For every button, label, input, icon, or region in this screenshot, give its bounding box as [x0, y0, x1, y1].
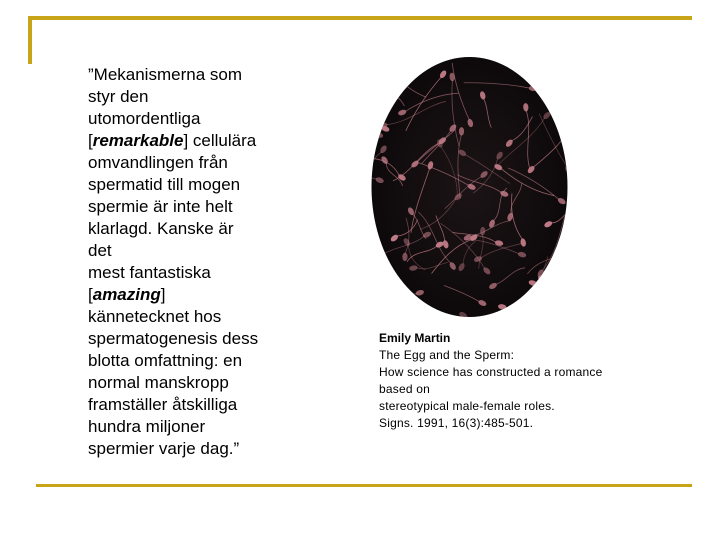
sperm-tail: [523, 294, 551, 318]
quote-line: mest fantastiska: [88, 263, 211, 282]
quote-line: normal manskropp: [88, 373, 229, 392]
left-rule: [28, 16, 32, 64]
quote-text: [88, 64, 288, 460]
quote-line: ”Mekanismerna som: [88, 65, 242, 84]
citation: [379, 330, 679, 432]
sperm-tail: [557, 106, 568, 131]
citation-line: based on: [379, 382, 430, 396]
quote-line: spermatid till mogen: [88, 175, 241, 194]
term-amazing: amazing: [92, 285, 161, 304]
quote-line: spermie är inte helt: [88, 197, 233, 216]
quote-line: [amazing]: [88, 285, 166, 304]
sperm-head: [548, 287, 558, 297]
quote-line: styr den: [88, 87, 149, 106]
quote-line: spermatogenesis dess: [88, 329, 259, 348]
citation-line: The Egg and the Sperm:: [379, 348, 515, 362]
quote-line: spermier varje dag.”: [88, 439, 240, 458]
quote-line: utomordentliga: [88, 109, 201, 128]
sperm-head: [371, 86, 381, 95]
sperm-head: [372, 266, 382, 275]
citation-line: How science has constructed a romance: [379, 365, 603, 379]
top-rule: [28, 16, 692, 20]
sperm-head: [535, 306, 543, 316]
sperm-tail: [552, 56, 568, 88]
quote-line: det: [88, 241, 112, 260]
sperm-head: [371, 290, 375, 299]
sperm-tail: [371, 110, 383, 128]
sperm-tail: [371, 294, 417, 311]
quote-line: kännetecknet hos: [88, 307, 222, 326]
sperm-tail: [536, 284, 568, 300]
sperm-tail: [528, 58, 562, 60]
sperm-tail: [505, 307, 564, 316]
term-remarkable: remarkable: [92, 131, 184, 150]
quote-line: hundra miljoner: [88, 417, 206, 436]
sperm-head: [521, 56, 530, 62]
sperm-head: [546, 56, 556, 59]
quote-line: klarlagd. Kanske är: [88, 219, 234, 238]
sperm-tail: [371, 237, 374, 269]
quote-line: framställer åtskilliga: [88, 395, 238, 414]
sperm-cells-photo: [371, 56, 568, 318]
citation-author: Emily Martin: [379, 331, 451, 345]
citation-line: stereotypical male-female roles.: [379, 399, 555, 413]
citation-line: Signs. 1991, 16(3):485-501.: [379, 416, 534, 430]
sperm-head: [557, 251, 567, 260]
quote-line: blotta omfattning: en: [88, 351, 243, 370]
sperm-tail: [371, 125, 376, 134]
quote-line: omvandlingen från: [88, 153, 228, 172]
sperm-tail: [545, 274, 568, 278]
sperm-head: [551, 99, 560, 109]
quote-line: [remarkable] cellulära: [88, 131, 257, 150]
bottom-rule: [36, 484, 692, 487]
sperm-head: [388, 65, 398, 74]
sperm-head: [374, 61, 384, 70]
sperm-head: [542, 292, 548, 301]
sperm-tail: [371, 56, 391, 68]
